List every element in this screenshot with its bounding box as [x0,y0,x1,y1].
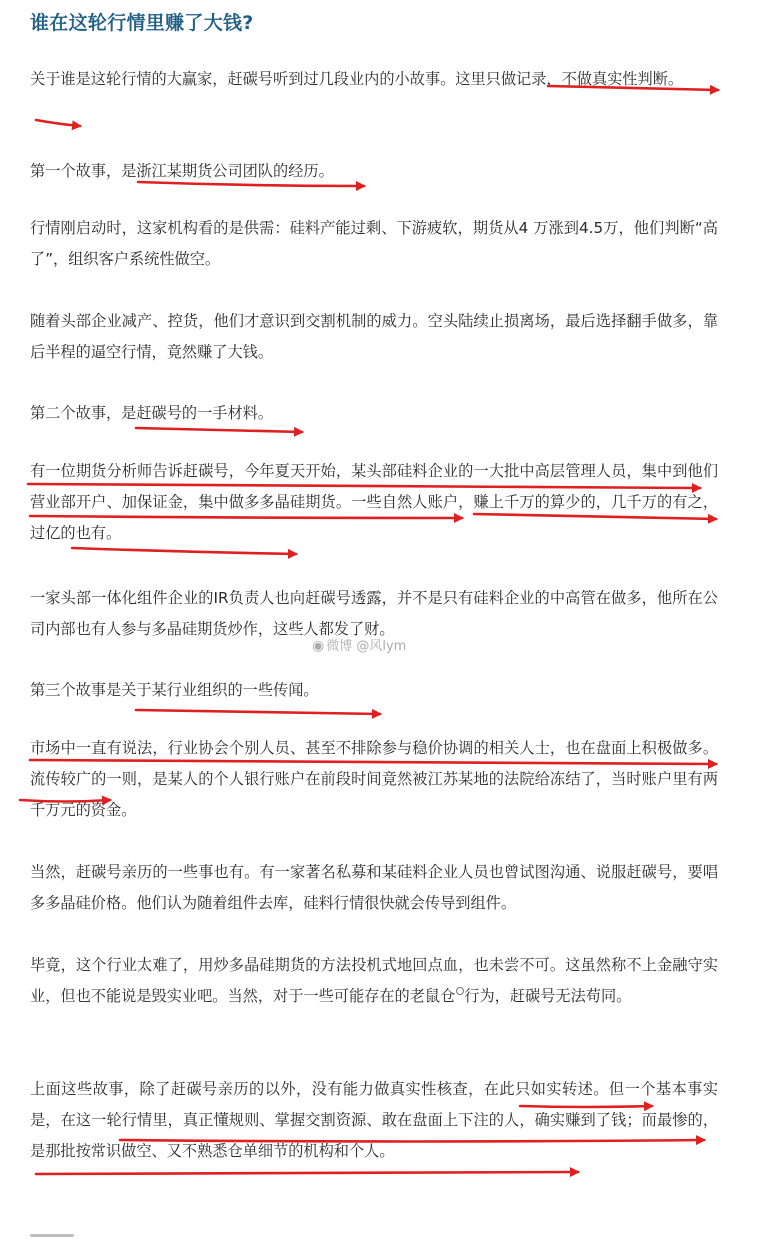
arrow [20,800,110,802]
arrow [520,1106,652,1107]
paragraph-conclusion: 上面这些故事，除了赶碳号亲历的以外，没有能力做真实性核查，在此只如实转述。但一个基本事实是，在这一轮行情里，真正懂规则、掌握交割资源、敢在盘面上下注的人，确实赚到了钱；而最惨的，是那批按常识做空、又不熟悉仓单细节的机构和个人。 [30,1080,718,1160]
arrow [36,120,80,126]
weibo-watermark: ◉ 微博 @风lym [312,638,407,654]
paragraph-story3-heading: 第三个故事是关于某行业组织的一些传闻。 [30,681,319,699]
keyword-link[interactable]: 老鼠仓 [409,987,456,1005]
arrow [36,1172,578,1174]
arrow [120,1140,704,1142]
weibo-icon: ◉ [312,638,325,654]
bottom-fragment [30,1234,74,1237]
paragraph-story2-b: 一家头部一体化组件企业的IR负责人也向赶碳号透露，并不是只有硅料企业的中高管在做多，他所在公司内部也有人参与多晶硅期货炒作，这些人都发了财。 [30,589,718,638]
arrow [30,760,716,764]
paragraph-intro: 关于谁是这轮行情的大赢家，赶碳号听到过几段业内的小故事。这里只做记录，不做真实性判断。 [30,70,684,88]
arrow [136,428,302,432]
paragraph-story2-a: 有一位期货分析师告诉赶碳号，今年夏天开始，某头部硅料企业的一大批中高层管理人员，集中到他们营业部开户、加保证金，集中做多多晶硅期货。一些自然人账户，赚上千万的算少的，几千万的有之，过亿的也有。 [30,462,718,542]
arrow [30,516,462,518]
paragraph-story1-a: 行情刚启动时，这家机构看的是供需：硅料产能过剩、下游疲软，期货从4 万涨到4.5万，他们判断“高了”，组织客户系统性做空。 [30,219,718,268]
arrow [474,514,716,519]
article-title: 谁在这轮行情里赚了大钱? [30,12,254,34]
arrow [548,86,718,90]
arrow [72,548,296,554]
paragraph-story3-a: 市场中一直有说法，行业协会个别人员、甚至不排除参与稳价协调的相关人士，也在盘面上积极做多。流传较广的一则，是某人的个人银行账户在前段时间竟然被江苏某地的法院给冻结了，当时账户里有两千万元的资金。 [30,739,718,819]
paragraph-story2-heading: 第二个故事，是赶碳号的一手材料。 [30,404,273,422]
arrow [138,182,364,186]
paragraph-story1-heading: 第一个故事，是浙江某期货公司团队的经历。 [30,162,334,180]
paragraph-industry: 毕竟，这个行业太难了，用炒多晶硅期货的方法投机式地回点血，也未尝不可。这虽然称不上金融守实业，但也不能说是毁实业吧。当然，对于一些可能存在的老鼠仓 行为，赶碳号无法苟同。 [30,956,718,1005]
arrow [136,710,380,714]
arrow [28,484,700,488]
paragraph-story1-b: 随着头部企业减产、控货，他们才意识到交割机制的威力。空头陆续止损离场，最后选择翻手做多，靠后半程的逼空行情，竟然赚了大钱。 [30,312,718,361]
paragraph-personal: 当然，赶碳号亲历的一些事也有。有一家著名私募和某硅料企业人员也曾试图沟通、说服赶碳号，要唱多多晶硅价格。他们认为随着组件去库，硅料行情很快就会传导到组件。 [30,863,718,912]
